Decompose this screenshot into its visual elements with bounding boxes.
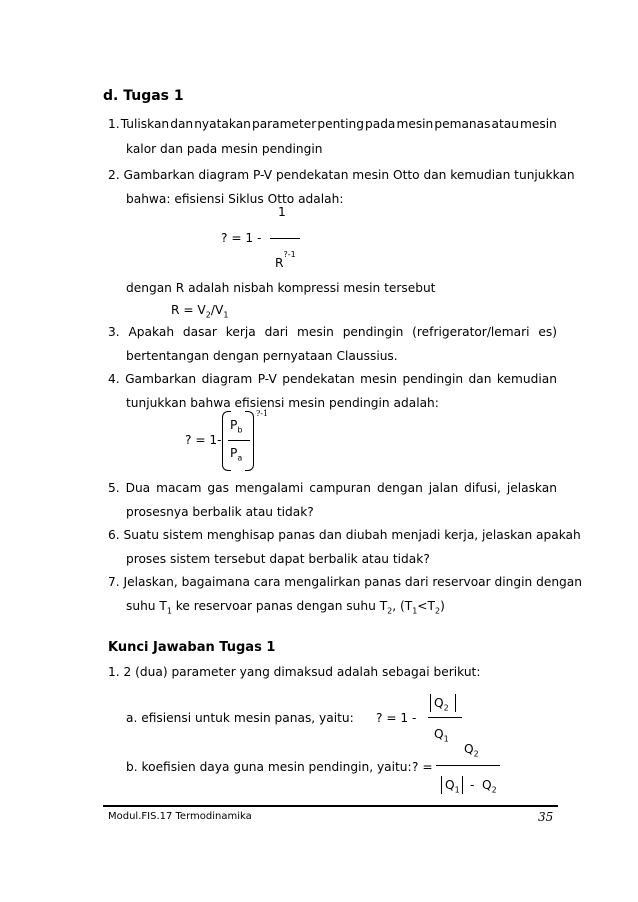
- cop-eq-numerator: $Q_2$: [464, 742, 479, 759]
- question-2-line-2: bahwa: efisiensi Siklus Otto adalah:: [126, 192, 344, 206]
- heat-engine-eq-denominator: $Q_1$: [434, 727, 449, 744]
- question-7-line-2: suhu $T_1$ ke reservoar panas dengan suhu $T_2$, $(T_1<T_2)$: [126, 599, 445, 616]
- fridge-eq-exponent: ?-1: [256, 409, 269, 418]
- fridge-eq-right-paren: [245, 411, 254, 471]
- question-5-line-1: 5. Dua macam gas mengalami campuran dengan jalan difusi, jelaskan: [108, 481, 557, 495]
- heat-engine-eq-numerator: $Q_2$: [434, 696, 449, 713]
- cop-eq-denominator-term-2: $Q_2$: [482, 778, 497, 795]
- cop-eq-fraction-bar: [436, 765, 500, 766]
- question-4-line-2: tunjukkan bahwa efisiensi mesin pendingin adalah:: [126, 396, 439, 410]
- page-number: 35: [538, 810, 554, 824]
- heat-engine-eq-fraction-bar: [428, 717, 462, 718]
- heat-engine-eq-abs-left: [430, 694, 431, 712]
- cop-eq-denominator-term-1: $Q_1$: [445, 778, 460, 795]
- footer-rule: [103, 805, 558, 807]
- answer-heading: Kunci Jawaban Tugas 1: [108, 640, 276, 655]
- question-4-line-1: 4. Gambarkan diagram P-V pendekatan mesin pendingin dan kemudian: [108, 372, 557, 386]
- question-3-line-1: 3. Apakah dasar kerja dari mesin pendingin (refrigerator/lemari es): [108, 325, 557, 339]
- section-heading: d. Tugas 1: [103, 88, 184, 104]
- heat-engine-eq-lhs: ? = 1 -: [376, 711, 417, 725]
- cop-eq-abs-left: [441, 776, 442, 794]
- question-3-line-2: bertentangan dengan pernyataan Claussius.: [126, 349, 398, 363]
- otto-eq-exponent: ?-1: [283, 250, 296, 259]
- otto-eq-numerator: 1: [278, 205, 286, 219]
- answer-1-line-1: 1. 2 (dua) parameter yang dimaksud adalah sebagai berikut:: [108, 665, 481, 679]
- question-2-line-1: 2. Gambarkan diagram P-V pendekatan mesin Otto dan kemudian tunjukkan: [108, 168, 575, 182]
- fridge-eq-denominator: $P_a$: [230, 446, 243, 463]
- question-1-line-2: kalor dan pada mesin pendingin: [126, 142, 323, 156]
- fridge-eq-fraction-bar: [228, 440, 250, 441]
- compression-ratio-formula: $R = V_2/V_1$: [171, 303, 229, 320]
- compression-ratio-note: dengan R adalah nisbah kompressi mesin tersebut: [126, 281, 436, 295]
- otto-eq-fraction-bar: [270, 238, 300, 239]
- otto-eq-denominator: $R^{?-1}$: [275, 250, 296, 271]
- answer-1b-text: b. koefisien daya guna mesin pendingin, yaitu:: [126, 760, 412, 774]
- cop-eq-minus: -: [470, 778, 475, 792]
- question-7-line-1: 7. Jelaskan, bagaimana cara mengalirkan panas dari reservoar dingin dengan: [108, 575, 582, 589]
- question-1-line-1: 1. Tuliskan dan nyatakan parameter penting pada mesin pemanas atau mesin: [108, 117, 557, 131]
- answer-1a-text: a. efisiensi untuk mesin panas, yaitu:: [126, 711, 354, 725]
- footer-module-title: Modul.FIS.17 Termodinamika: [108, 811, 252, 822]
- heat-engine-eq-abs-right: [455, 694, 456, 712]
- cop-eq-lhs: ? =: [412, 760, 433, 774]
- fridge-eq-lhs: ? = 1-: [185, 433, 222, 447]
- cop-eq-abs-mid: [462, 776, 463, 794]
- fridge-eq-numerator: $P_b$: [230, 418, 243, 435]
- otto-eq-lhs: ? = 1 -: [221, 231, 262, 245]
- question-6-line-2: proses sistem tersebut dapat berbalik atau tidak?: [126, 552, 430, 566]
- question-6-line-1: 6. Suatu sistem menghisap panas dan diubah menjadi kerja, jelaskan apakah: [108, 528, 581, 542]
- question-5-line-2: prosesnya berbalik atau tidak?: [126, 505, 314, 519]
